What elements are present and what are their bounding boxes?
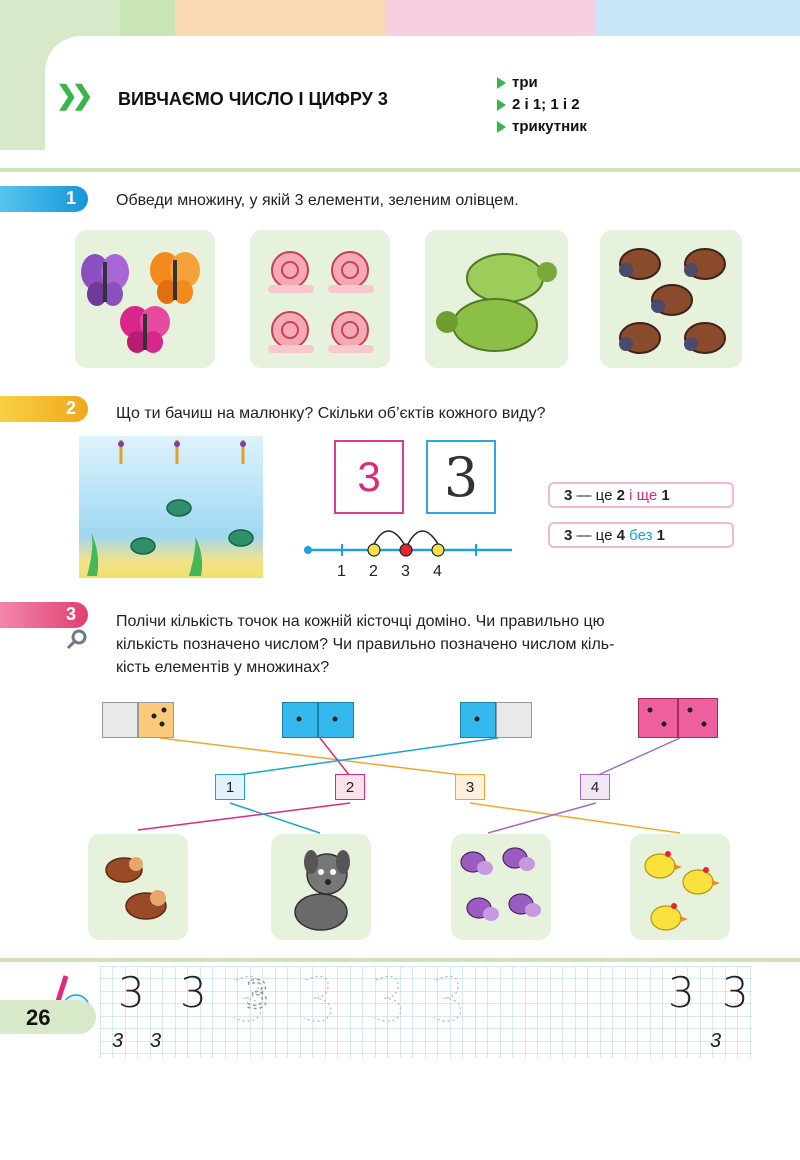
page-title: ВИВЧАЄМО ЧИСЛО І ЦИФРУ 3 [118, 89, 388, 109]
eq-text: — це [576, 486, 613, 504]
eq-value: 3 [564, 526, 573, 544]
butterflies-illustration [75, 230, 215, 368]
numberline-tick-label: 1 [337, 563, 346, 580]
eq-value: 1 [656, 526, 665, 544]
matching-lines [0, 730, 800, 840]
magnifier-icon [66, 628, 88, 650]
numberline-tick-label: 4 [433, 563, 442, 580]
task-badge-3 [0, 602, 88, 628]
equation-plus [548, 482, 734, 508]
eq-value: 1 [661, 486, 670, 504]
header-divider [0, 168, 800, 172]
set-birds[interactable] [88, 834, 188, 940]
task3-line3: кість елементів у множинах? [116, 659, 330, 676]
set-chicks[interactable] [630, 834, 730, 940]
eq-operator: без [629, 526, 653, 544]
equation-minus [548, 522, 734, 548]
task3-line2: кількість позначено числом? Чи правильно позначено числом кіль- [116, 636, 615, 653]
number-label-4: 4 [580, 774, 610, 800]
task-number: 2 [65, 398, 76, 418]
header-strip-blue [595, 0, 800, 40]
set-butterflies-four[interactable] [451, 834, 551, 940]
task2-instruction: Що ти бачиш на малюнку? Скільки об’єктів кожного виду? [116, 405, 546, 422]
topic-item: три [512, 74, 538, 91]
numberline-tick-label: 2 [369, 563, 378, 580]
practice-digit-small: 3 [112, 1030, 124, 1052]
practice-digit-small: 3 [150, 1030, 162, 1052]
topic-item: 2 і 1; 1 і 2 [512, 96, 580, 113]
set-puppy[interactable] [271, 834, 371, 940]
task-badge-1 [0, 186, 88, 212]
practice-digit: 3 [118, 968, 145, 1017]
header-strip-orange [175, 0, 385, 40]
number-line [300, 520, 520, 580]
practice-digit: 3 [180, 968, 207, 1017]
set-turtles[interactable] [425, 230, 568, 368]
task-number: 3 [65, 604, 76, 624]
eq-text: — це [576, 526, 613, 544]
purple-butterflies-illustration [451, 834, 551, 940]
numberline-tick-label: 3 [401, 563, 410, 580]
task3-line1: Полічи кількість точок на кожній кісточці доміно. Чи правильно цю [116, 613, 605, 630]
fishing-floats-illustration [79, 436, 263, 578]
number-label-2: 2 [335, 774, 365, 800]
eq-value: 2 [616, 486, 625, 504]
set-beetles[interactable] [600, 230, 742, 368]
set-butterflies[interactable] [75, 230, 215, 368]
number-label-1: 1 [215, 774, 245, 800]
puppy-illustration [271, 834, 371, 940]
writing-divider [0, 958, 800, 962]
number-label-3: 3 [455, 774, 485, 800]
eq-value: 3 [564, 486, 573, 504]
chicks-illustration [630, 834, 730, 940]
header-strip-pink [385, 0, 595, 40]
beetles-illustration [600, 230, 742, 368]
page-number-tab [0, 1000, 96, 1034]
practice-digit-small: 3 [710, 1030, 722, 1052]
pond-picture [79, 436, 263, 578]
eq-operator: і ще [629, 486, 658, 504]
task-badge-2 [0, 396, 88, 422]
eq-value: 4 [616, 526, 625, 544]
svg-text:3: 3 [245, 973, 270, 1017]
page-number: 26 [26, 1005, 51, 1030]
snails-illustration [250, 230, 390, 368]
practice-digit: 3 [668, 968, 695, 1017]
topic-item: трикутник [512, 118, 587, 135]
practice-digit: 3 [722, 968, 749, 1017]
script-digit-box: 3 [426, 440, 496, 514]
printed-digit-box: 3 [334, 440, 404, 514]
double-chevron-icon: ❯❯ [56, 80, 88, 110]
task1-instruction: Обведи множину, у якій 3 елементи, зеленим олівцем. [116, 192, 519, 209]
set-snails[interactable] [250, 230, 390, 368]
task-number: 1 [65, 188, 76, 208]
birds-illustration [88, 834, 188, 940]
turtles-illustration [425, 230, 568, 368]
trace-guides [230, 972, 530, 1052]
